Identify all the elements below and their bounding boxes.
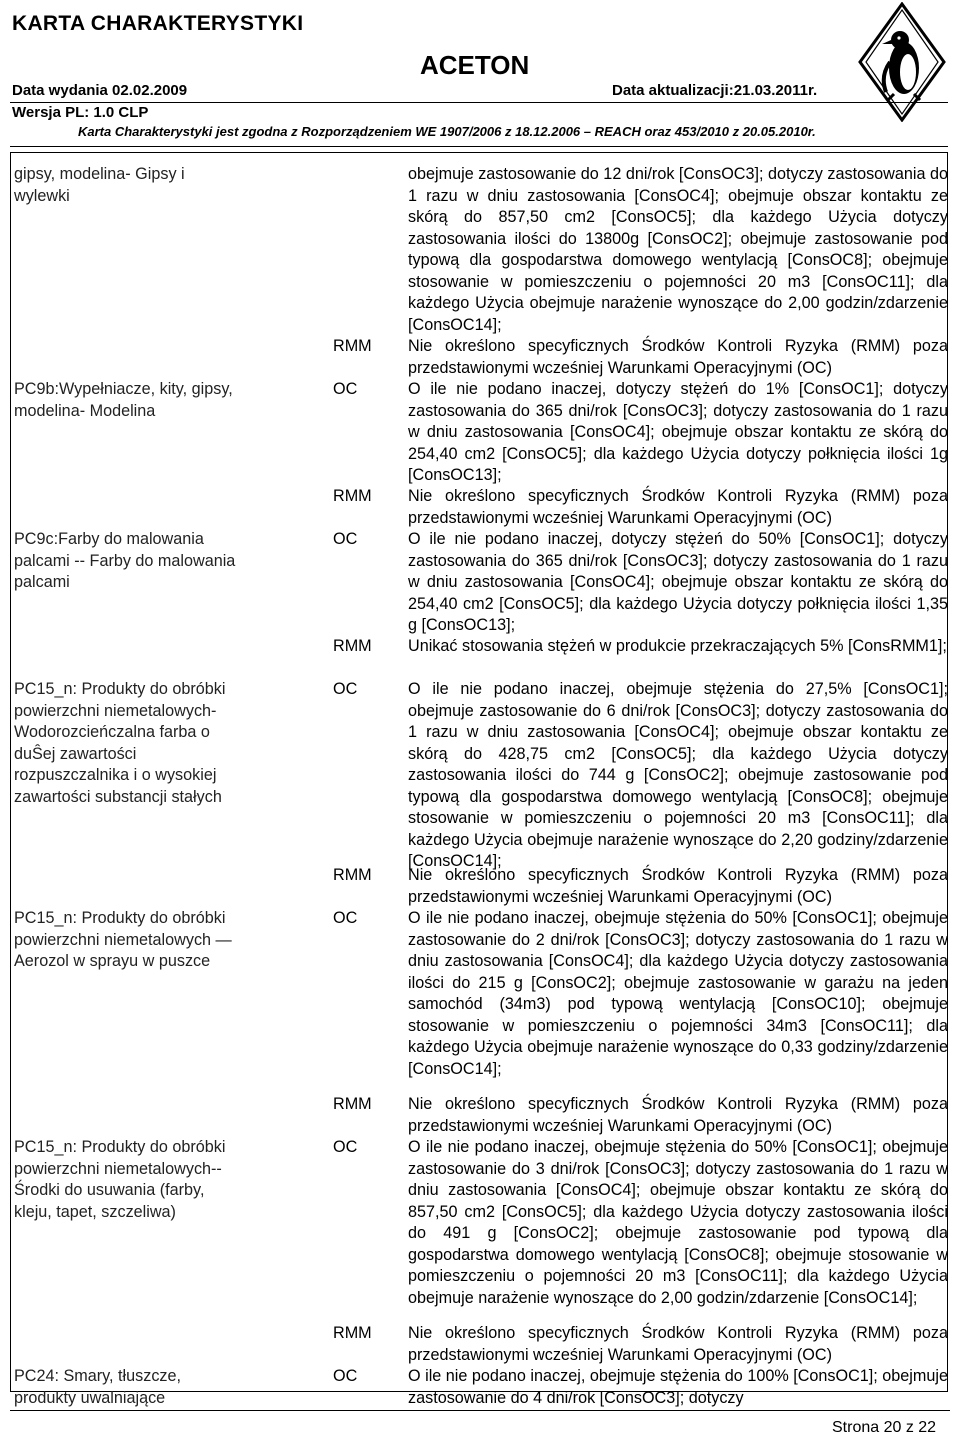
- table-row: [0, 1137, 960, 1323]
- condition-text-cell: Nie określono specyficznych Środków Kontroli Ryzyka (RMM) poza przedstawionymi wcześniej Warunkami Operacyjnymi (OC): [408, 487, 948, 527]
- table-row: [0, 336, 960, 379]
- condition-code-cell: OC: [333, 1138, 358, 1156]
- condition-text-cell: Nie określono specyficznych Środków Kontroli Ryzyka (RMM) poza przedstawionymi wcześniej Warunkami Operacyjnymi (OC): [408, 337, 948, 377]
- condition-text-cell: Nie określono specyficznych Środków Kontroli Ryzyka (RMM) poza przedstawionymi wcześniej Warunkami Operacyjnymi (OC): [408, 866, 948, 906]
- product-name: ACETON: [420, 50, 530, 80]
- condition-text-cell: Nie określono specyficznych Środków Kontroli Ryzyka (RMM) poza przedstawionymi wcześniej Warunkami Operacyjnymi (OC): [408, 1095, 948, 1135]
- condition-text-cell: O ile nie podano inaczej, obejmuje stężenia do 27,5% [ConsOC1]; obejmuje zastosowanie do 6 dni/rok [ConsOC3]; dotyczy zastosowania do 1 razu w dniu zastosowania [ConsOC4]; obejmuje obszar kontaktu ze skórą do 428,75 cm2 [ConsOC5]; dla każdego Użycia dotyczy zastosowania ilości do 744 g [ConsOC2]; obejmuje zastosowanie pod typową dla gospodarstwa domowego wentylacją [ConsOC8]; obejmuje stosowanie w pomieszczeniu o pojemności 20 m3 [ConsOC11]; dla każdego Użycia obejmuje narażenie wynoszące do 2,20 godziny/zdarzenie [ConsOC14];: [408, 680, 948, 870]
- exposure-table: [0, 164, 960, 1409]
- condition-text-cell: Nie określono specyficznych Środków Kontroli Ryzyka (RMM) poza przedstawionymi wcześniej Warunkami Operacyjnymi (OC): [408, 1324, 948, 1364]
- condition-code-cell: RMM: [333, 487, 372, 505]
- condition-text-cell: Unikać stosowania stężeń w produkcie przekraczających 5% [ConsRMM1];: [408, 637, 947, 655]
- table-row: [0, 865, 960, 908]
- table-row: [0, 636, 960, 679]
- condition-code-cell: RMM: [333, 637, 372, 655]
- condition-text-cell: O ile nie podano inaczej, obejmuje stężenia do 50% [ConsOC1]; obejmuje zastosowanie do 3 dni/rok [ConsOC3]; dotyczy zastosowania do 1 razu w dniu zastosowania [ConsOC4]; obejmuje obszar kontaktu ze skórą do 857,50 cm2 [ConsOC5]; dla każdego Użycia dotyczy zastosowania ilości do 491 g [ConsOC2]; obejmuje zastosowanie pod typową dla gospodarstwa domowego wentylacją [ConsOC8]; obejmuje stosowanie w pomieszczeniu o pojemności 20 m3 [ConsOC11]; dla każdego Użycia obejmuje narażenie wynoszące do 2,00 godzin/zdarzenie [ConsOC14];: [408, 1138, 948, 1307]
- document-title: KARTA CHARAKTERYSTYKI: [12, 12, 304, 35]
- table-row: [0, 486, 960, 529]
- condition-text-cell: obejmuje zastosowanie do 12 dni/rok [ConsOC3]; dotyczy zastosowania do 1 razu w dniu zastosowania [ConsOC4]; obejmuje obszar kontaktu ze skórą do 857,50 cm2 [ConsOC5]; dla każdego Użycia dotyczy zastosowania ilości do 13800g [ConsOC2]; obejmuje zastosowanie pod typową dla gospodarstwa domowego wentylacją [ConsOC8]; obejmuje stosowanie w pomieszczeniu o pojemności 20 m3 [ConsOC11]; dla każdego Użycia obejmuje narażenie wynoszące do 2,00 godzin/zdarzenie [ConsOC14];: [408, 165, 948, 334]
- condition-code-cell: OC: [333, 909, 358, 927]
- product-category-cell: gipsy, modelina- Gipsy i wylewki: [14, 165, 185, 205]
- penguin-logo-icon: [858, 2, 946, 122]
- table-row: [0, 1094, 960, 1137]
- table-row: [0, 379, 960, 486]
- condition-code-cell: RMM: [333, 1324, 372, 1342]
- condition-code-cell: RMM: [333, 866, 372, 884]
- condition-text-cell: O ile nie podano inaczej, obejmuje stężenia do 100% [ConsOC1]; obejmuje zastosowanie do 4 dni/rok [ConsOC3]; dotyczy: [408, 1367, 948, 1407]
- condition-text-cell: O ile nie podano inaczej, dotyczy stężeń do 1% [ConsOC1]; dotyczy zastosowania do 365 dni/rok [ConsOC3]; dotyczy zastosowania do 1 razu w dniu zastosowania [ConsOC4]; obejmuje obszar kontaktu ze skórą do 254,40 cm2 [ConsOC5]; dla każdego Użycia dotyczy połknięcia ilości 1g [ConsOC13];: [408, 380, 948, 484]
- condition-text-cell: O ile nie podano inaczej, obejmuje stężenia do 50% [ConsOC1]; obejmuje zastosowanie do 2 dni/rok [ConsOC3]; dotyczy zastosowania do 1 razu w dniu zastosowania [ConsOC4]; dla każdego Użycia dotyczy zastosowania ilości do 215 g [ConsOC2]; obejmuje zastosowanie w garażu na jeden samochód (34m3) pod typową wentylacją [ConsOC10]; obejmuje stosowanie w pomieszczeniu o pojemności 34m3 [ConsOC11]; dla każdego Użycia obejmuje narażenie wynoszące do 0,33 godziny/zdarzenie [ConsOC14];: [408, 909, 948, 1078]
- update-date: Data aktualizacji:21.03.2011r.: [612, 82, 818, 99]
- document-header: [0, 0, 960, 150]
- header-divider: [10, 102, 948, 103]
- condition-code-cell: OC: [333, 1367, 358, 1385]
- table-row: [0, 164, 960, 336]
- table-row: [0, 908, 960, 1094]
- page-number: Strona 20 z 22: [832, 1419, 937, 1436]
- condition-code-cell: RMM: [333, 337, 372, 355]
- header-divider: [10, 146, 948, 147]
- table-row: [0, 679, 960, 870]
- footer-divider: [10, 1410, 950, 1411]
- product-category-cell: PC15_n: Produkty do obróbki powierzchni niemetalowych--Środki do usuwania (farby, kleju, tapet, szczeliwa): [14, 1138, 226, 1221]
- condition-code-cell: OC: [333, 380, 358, 398]
- product-category-cell: PC9b:Wypełniacze, kity, gipsy, modelina- Modelina: [14, 380, 233, 420]
- issue-date: Data wydania 02.02.2009: [12, 82, 188, 99]
- product-category-cell: PC24: Smary, tłuszcze, produkty uwalniające: [14, 1367, 182, 1407]
- condition-code-cell: OC: [333, 530, 358, 548]
- condition-text-cell: O ile nie podano inaczej, dotyczy stężeń do 50% [ConsOC1]; dotyczy zastosowania do 365 dni/rok [ConsOC3]; dotyczy zastosowania do 1 razu w dniu zastosowania [ConsOC4]; obejmuje obszar kontaktu ze skórą do 254,40 cm2 [ConsOC5]; dla każdego Użycia dotyczy połknięcia ilości 1,35 g [ConsOC13];: [408, 530, 948, 634]
- version: Wersja PL: 1.0 CLP: [12, 104, 149, 121]
- regulation-note: Karta Charakterystyki jest zgodna z Rozporządzeniem WE 1907/2006 z 18.12.2006 – REACH oraz 453/2010 z 20.05.2010r.: [78, 124, 816, 139]
- product-category-cell: PC9c:Farby do malowania palcami -- Farby do malowania palcami: [14, 530, 236, 591]
- product-category-cell: PC15_n: Produkty do obróbki powierzchni niemetalowych-Wodorozcieńczalna farba o duŜej zawartości rozpuszczalnika i o wysokiej zawartości substancji stałych: [14, 680, 226, 806]
- table-row: [0, 1366, 960, 1409]
- table-row: [0, 1323, 960, 1366]
- condition-code-cell: OC: [333, 680, 358, 698]
- product-category-cell: PC15_n: Produkty do obróbki powierzchni niemetalowych — Aerozol w sprayu w puszce: [14, 909, 232, 970]
- table-row: [0, 529, 960, 636]
- condition-code-cell: RMM: [333, 1095, 372, 1113]
